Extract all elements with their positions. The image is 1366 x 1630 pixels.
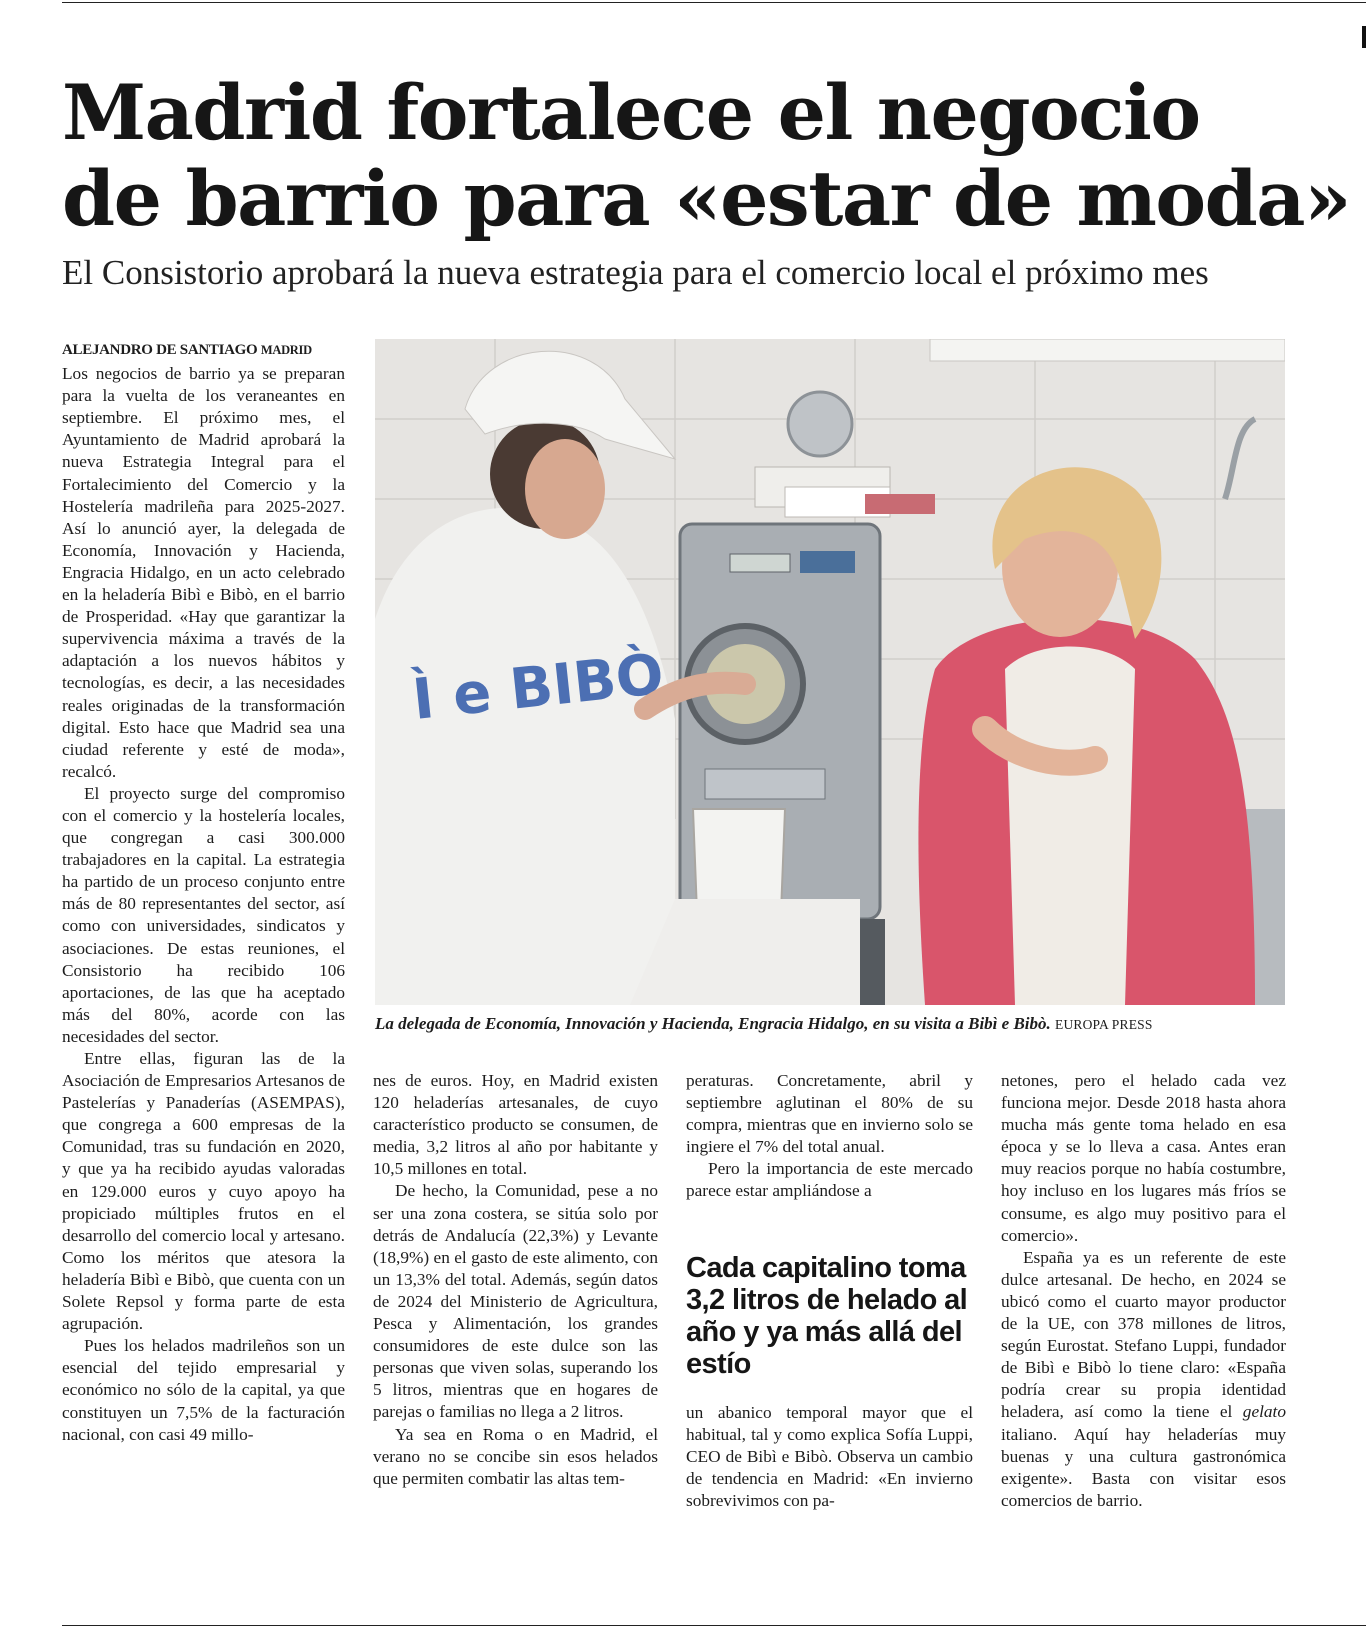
paragraph: El proyecto surge del compromiso con el comercio y la hostelería locales, que congregan a casi 300.000 trabajadores en la capital. La estrategia ha partido de un proceso conjunto entre más de 80 representantes del sector, así como con universidades, sindicatos y asociaciones. De estas reuniones, el Consistorio ha recibido 106 aportaciones, de las que ha aceptado más del 80%, acorde con las necesidades del sector.	[62, 783, 345, 1046]
photo-illustration	[375, 339, 1285, 1005]
paragraph-text: España ya es un referente de este dulce artesanal. De hecho, en 2024 se ubicó como el cuarto mayor productor de la UE, con 378 millones de litros, según Eurostat. Stefano Luppi, fundador de Bibì e Bibò lo tiene claro: «España podría crear su propia identidad heladera, así como la tiene el	[1001, 1247, 1286, 1422]
photo-credit: EUROPA PRESS	[1055, 1017, 1153, 1032]
paragraph: peraturas. Concretamente, abril y septiembre aglutinan el 80% de su compra, mientras que en invierno solo se ingiere el 7% del total anual.	[686, 1071, 973, 1157]
byline	[62, 339, 345, 361]
paragraph: un abanico temporal mayor que el habitual, tal y como explica Sofía Luppi, CEO de Bibì e Bibò. Observa un cambio de tendencia en Madrid: «En invierno sobrevivimos con pa-	[686, 1403, 973, 1511]
paragraph: Ya sea en Roma o en Madrid, el verano no se concibe sin esos helados que permiten combatir las altas tem-	[373, 1424, 658, 1488]
pull-quote: Cada capitalino toma 3,2 litros de helado al año y ya más allá del estío	[686, 1252, 968, 1380]
paragraph: De hecho, la Comunidad, pese a no ser una zona costera, se sitúa solo por detrás de Andalucía (22,3%) y Levante (18,9%) en el gasto de este alimento, con un 13,3% del total. Además, según datos de 2024 del Ministerio de Agricultura, Pesca y Alimentación, los grandes consumidores de este dulce son las personas que viven solas, superando los 5 litros, mientras que en hogares de parejas o familias no llega a 2 litros.	[373, 1181, 658, 1422]
article-column-1	[62, 339, 345, 1446]
photo-shirt-text: Ì e BIBÒ	[409, 641, 667, 733]
article-column-3-continued	[686, 1402, 973, 1512]
paragraph: netones, pero el helado cada vez funciona mejor. Desde 2018 hasta ahora mucha más gente toma helado en esa época y se lo lleva a casa. Antes eran muy reacios porque no había costumbre, hoy incluso en los lugares más fríos se consume, es algo muy positivo para el comercio».	[1001, 1071, 1286, 1245]
headline	[62, 68, 1351, 243]
paragraph: Pues los helados madrileños son un esencial del tejido empresarial y económico no sólo de la capital, ya que constituyen un 7,5% de la facturación nacional, con casi 49 millo-	[62, 1336, 345, 1444]
top-rule	[62, 2, 1366, 3]
paragraph: Entre ellas, figuran las de la Asociación de Empresarios Artesanos de Pastelerías y Panaderías (ASEMPAS), que congrega a 600 empresas de la Comunidad, tras su fundación en 2020, y que ya ha recibido ayudas valoradas en 129.000 euros y cuyo apoyo ha propiciado múltiples frutos en el desarrollo del comercio local y artesano. Como los méritos que atesora la heladería Bibì e Bibò, que cuenta con un Solete Repsol y forma parte de esta agrupación.	[62, 1049, 345, 1334]
photo-caption-text: La delegada de Economía, Innovación y Hacienda, Engracia Hidalgo, en su visita a Bibì e Bibò.	[375, 1014, 1051, 1033]
paragraph: Los negocios de barrio ya se preparan para la vuelta de los veraneantes en septiembre. El próximo mes, el Ayuntamiento de Madrid aprobará la nueva Estrategia Integral para el Fortalecimiento del Comercio y la Hostelería madrileña para 2025-2027. Así lo anunció ayer, la delegada de Economía, Innovación y Hacienda, Engracia Hidalgo, en un acto celebrado en la heladería Bibì e Bibò, en el barrio de Prosperidad. «Hay que garantizar la supervivencia máxima a través de la adaptación a los nuevos hábitos y tecnologías, es decir, a las necesidades reales originadas de la transformación digital. Esto hace que Madrid sea una ciudad referente y esté de moda», recalcó.	[62, 364, 345, 781]
subheadline: El Consistorio aprobará la nueva estrategia para el comercio local el próximo mes	[62, 253, 1209, 292]
paragraph: Pero la importancia de este mercado parece estar ampliándose a	[686, 1159, 973, 1201]
article-column-3	[686, 1070, 973, 1203]
paragraph	[1001, 1247, 1286, 1512]
bottom-rule	[62, 1625, 1366, 1626]
paragraph-text-end: italiano. Aquí hay heladerías muy buenas y una cultura gastronómica exigente». Basta con visitar esos comercios de barrio.	[1001, 1424, 1286, 1510]
headline-line-2: de barrio para «estar de moda»	[62, 154, 1351, 243]
page-edge-mark	[1362, 26, 1366, 48]
byline-author: ALEJANDRO DE SANTIAGO	[62, 342, 258, 358]
article-column-4	[1001, 1070, 1286, 1512]
italic-word: gelato	[1242, 1402, 1286, 1422]
article-column-2	[373, 1070, 658, 1490]
photo-caption	[375, 1013, 1295, 1036]
paragraph: nes de euros. Hoy, en Madrid existen 120 heladerías artesanales, de cuyo característico producto se consumen, de media, 3,2 litros al año por habitante y 10,5 millones en total.	[373, 1071, 658, 1179]
article-photo	[375, 339, 1285, 1005]
byline-location: MADRID	[260, 343, 312, 357]
headline-line-1: Madrid fortalece el negocio	[62, 68, 1200, 157]
